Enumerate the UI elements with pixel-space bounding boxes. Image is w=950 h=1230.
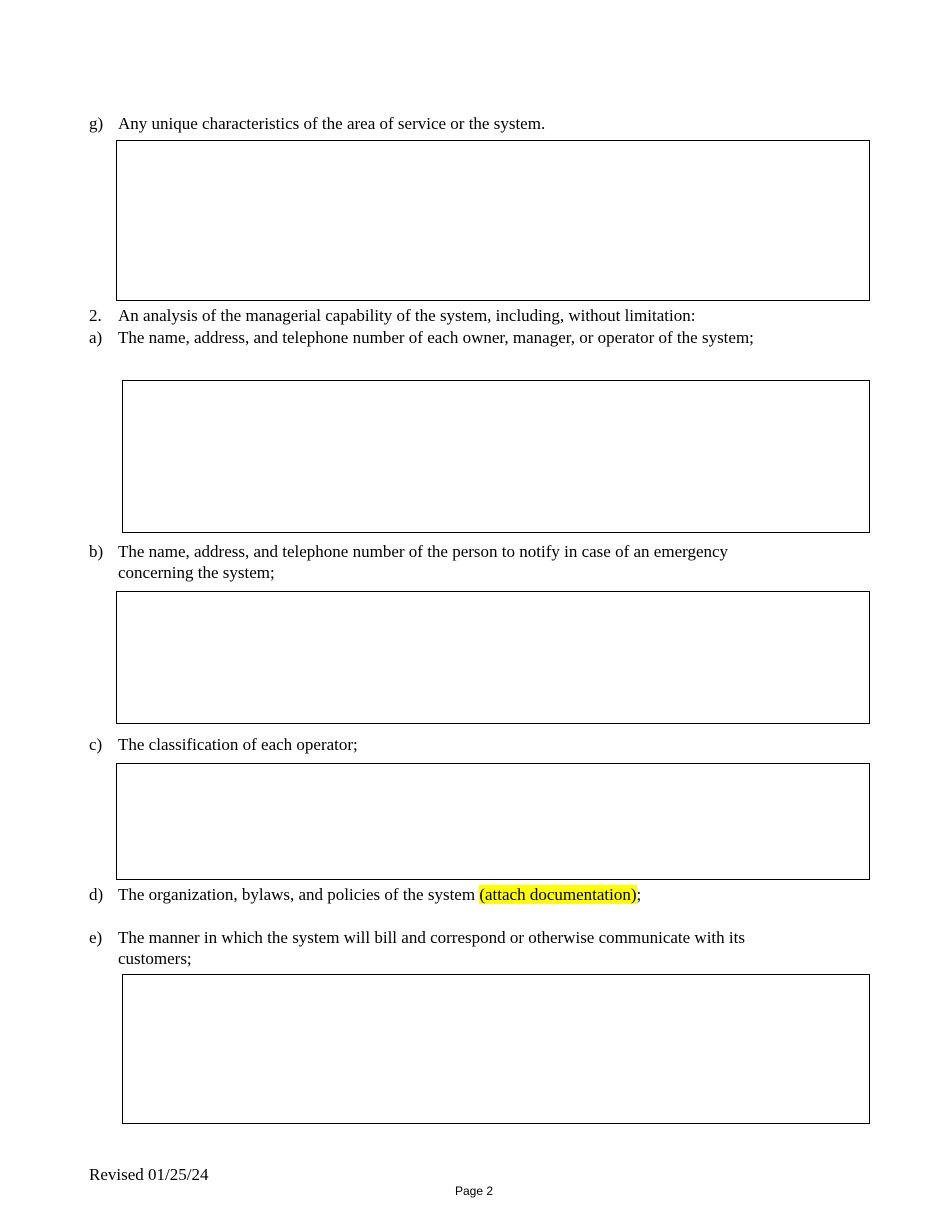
response-box-b[interactable] bbox=[116, 591, 870, 724]
item-marker: c) bbox=[89, 735, 103, 754]
item-text: The name, address, and telephone number of the person to notify in case of an emergency concerning the system; bbox=[118, 542, 729, 582]
item-c bbox=[89, 734, 799, 755]
item-text-before: The organization, bylaws, and policies of the system bbox=[118, 885, 480, 904]
revised-date: Revised 01/25/24 bbox=[89, 1165, 209, 1184]
item-a bbox=[89, 327, 799, 348]
item-text: The classification of each operator; bbox=[118, 735, 358, 754]
item-g bbox=[89, 113, 799, 134]
item-marker: g) bbox=[89, 114, 104, 133]
page-number: Page 2 bbox=[455, 1184, 494, 1198]
item-text: An analysis of the managerial capability of the system, including, without limitation: bbox=[118, 306, 696, 325]
item-marker: e) bbox=[89, 928, 103, 947]
item-d bbox=[89, 884, 799, 905]
item-text: The manner in which the system will bill and correspond or otherwise communicate with its customers; bbox=[118, 928, 745, 968]
item-text bbox=[118, 884, 799, 905]
item-b bbox=[89, 541, 799, 583]
attach-documentation-highlight: (attach documentation) bbox=[479, 885, 637, 904]
response-box-g[interactable] bbox=[116, 140, 870, 301]
response-box-e[interactable] bbox=[122, 974, 870, 1124]
item-text-after: ; bbox=[636, 885, 642, 904]
item-text: The name, address, and telephone number of each owner, manager, or operator of the system; bbox=[118, 328, 754, 347]
response-box-a[interactable] bbox=[122, 380, 870, 533]
item-e bbox=[89, 927, 799, 969]
item-marker: a) bbox=[89, 328, 103, 347]
response-box-c[interactable] bbox=[116, 763, 870, 880]
item-marker: 2. bbox=[89, 306, 102, 325]
item-text: Any unique characteristics of the area of service or the system. bbox=[118, 114, 546, 133]
section-2-heading bbox=[89, 305, 799, 326]
item-marker: d) bbox=[89, 885, 104, 904]
item-marker: b) bbox=[89, 542, 104, 561]
